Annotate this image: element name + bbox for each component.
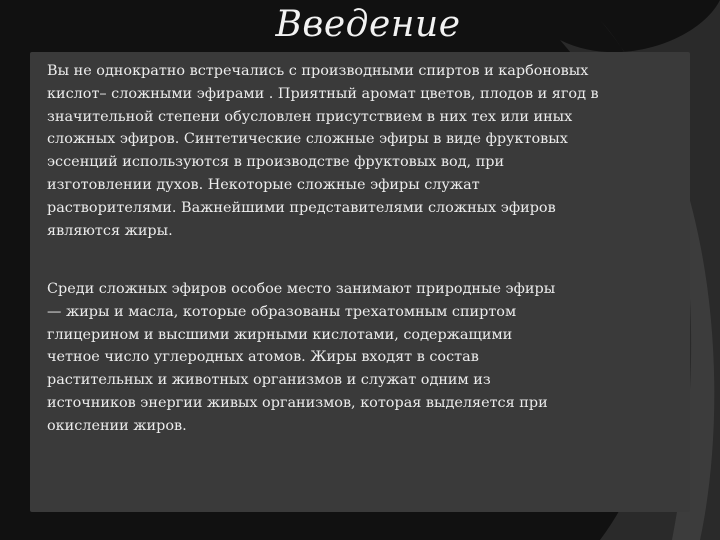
- paragraph-fats: Среди сложных эфиров особое место занимают природные эфиры — жиры и масла, которые образованы трехатомным спиртом глицерином и высшими жирными кислотами, содержащими четное число углеродных атомов. Жиры входят в состав растительных и животных организмов и служат одним из источников энергии живых организмов, которая выделяется при окислении жиров.: [47, 281, 556, 434]
- slide-title: Введение: [275, 4, 461, 45]
- paragraph-intro: Вы не однократно встречались с производными спиртов и карбоновых кислот– сложными эфирами . Приятный аромат цветов, плодов и ягод в значительной степени обусловлен присутствием в них тех или иных сложных эфиров. Синтетические сложные эфиры в виде фруктовых эссенций используются в производстве фруктовых вод, при изготовлении духов. Некоторые сложные эфиры служат растворителями. Важнейшими представителями сложных эфиров являются жиры.: [47, 63, 599, 239]
